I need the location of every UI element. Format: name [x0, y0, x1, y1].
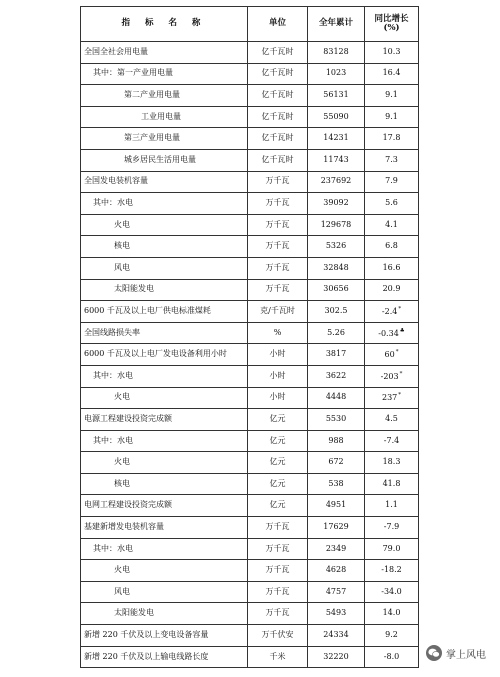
yoy-growth-cell — [365, 625, 419, 647]
indicator-name-cell: 火电 — [81, 560, 248, 582]
annual-total-cell: 4757 — [308, 581, 365, 603]
indicator-name-cell: 6000 千瓦及以上电厂供电标准煤耗 — [81, 301, 248, 323]
indicator-name-cell: 火电 — [81, 387, 248, 409]
indicator-name-cell: 基建新增发电装机容量 — [81, 517, 248, 539]
yoy-growth-value: 7.3 — [385, 154, 398, 164]
unit-cell: 万千瓦 — [248, 279, 308, 301]
unit-cell: 万千瓦 — [248, 171, 308, 193]
indicator-name-cell: 太阳能发电 — [81, 603, 248, 625]
annual-total-cell: 32848 — [308, 257, 365, 279]
yoy-growth-cell — [365, 322, 419, 344]
yoy-growth-value: 7.9 — [385, 176, 398, 186]
unit-cell: 亿元 — [248, 473, 308, 495]
table-row — [81, 279, 419, 301]
table-row — [81, 171, 419, 193]
table-row — [81, 106, 419, 128]
unit-cell: 万千瓦 — [248, 517, 308, 539]
table-row — [81, 430, 419, 452]
unit-cell: 万千瓦 — [248, 257, 308, 279]
wechat-logo-icon — [426, 645, 442, 661]
table-row — [81, 85, 419, 107]
yoy-growth-cell — [365, 301, 419, 323]
table-row — [81, 625, 419, 647]
unit-cell: 小时 — [248, 344, 308, 366]
yoy-growth-value: 6.8 — [385, 241, 398, 251]
indicator-name-cell: 工业用电量 — [81, 106, 248, 128]
unit-cell: % — [248, 322, 308, 344]
indicator-name-cell: 6000 千瓦及以上电厂发电设备利用小时 — [81, 344, 248, 366]
table-row — [81, 387, 419, 409]
indicator-name-cell: 全国全社会用电量 — [81, 42, 248, 64]
table-row — [81, 495, 419, 517]
annual-total-cell: 56131 — [308, 85, 365, 107]
yoy-growth-cell — [365, 344, 419, 366]
yoy-growth-value: -8.0 — [383, 651, 400, 661]
yoy-growth-value: -2.4 — [381, 307, 398, 317]
unit-cell: 亿千瓦时 — [248, 42, 308, 64]
yoy-growth-cell — [365, 452, 419, 474]
indicator-name-cell: 全国发电装机容量 — [81, 171, 248, 193]
indicator-name-cell: 火电 — [81, 214, 248, 236]
statistics-document — [80, 6, 418, 668]
footnote-mark: ♣ — [399, 327, 405, 334]
annual-total-cell: 1023 — [308, 63, 365, 85]
indicator-name-cell: 核电 — [81, 236, 248, 258]
unit-cell: 亿千瓦时 — [248, 128, 308, 150]
header-yoy-growth — [365, 7, 419, 42]
unit-cell: 亿千瓦时 — [248, 85, 308, 107]
unit-cell: 亿元 — [248, 452, 308, 474]
yoy-growth-cell — [365, 603, 419, 625]
table-row — [81, 257, 419, 279]
indicator-name-cell: 电源工程建设投资完成额 — [81, 409, 248, 431]
yoy-growth-value: 4.5 — [385, 413, 398, 423]
header-yoy-growth-unit: (%) — [383, 23, 400, 33]
yoy-growth-value: -7.9 — [383, 521, 400, 531]
annual-total-cell: 4628 — [308, 560, 365, 582]
unit-cell: 小时 — [248, 365, 308, 387]
yoy-growth-cell — [365, 538, 419, 560]
annual-total-cell: 3817 — [308, 344, 365, 366]
source-watermark — [422, 643, 490, 663]
annual-total-cell: 3622 — [308, 365, 365, 387]
indicator-name-cell: 火电 — [81, 452, 248, 474]
annual-total-cell: 17629 — [308, 517, 365, 539]
yoy-growth-value: 9.2 — [385, 629, 398, 639]
yoy-growth-cell — [365, 85, 419, 107]
annual-total-cell: 538 — [308, 473, 365, 495]
indicator-name-cell: 太阳能发电 — [81, 279, 248, 301]
table-row — [81, 365, 419, 387]
indicator-name-cell: 风电 — [81, 257, 248, 279]
indicator-name-cell: 新增 220 千伏及以上输电线路长度 — [81, 646, 248, 668]
yoy-growth-cell — [365, 193, 419, 215]
annual-total-cell: 2349 — [308, 538, 365, 560]
unit-cell: 千米 — [248, 646, 308, 668]
yoy-growth-value: 17.8 — [382, 133, 401, 143]
yoy-growth-value: 18.3 — [382, 457, 401, 467]
yoy-growth-cell — [365, 560, 419, 582]
indicator-name-cell: 其中：水电 — [81, 193, 248, 215]
yoy-growth-value: 1.1 — [385, 500, 398, 510]
indicator-name-cell: 全国线路损失率 — [81, 322, 248, 344]
yoy-growth-value: 60 — [384, 350, 395, 360]
annual-total-cell: 5.26 — [308, 322, 365, 344]
table-row — [81, 581, 419, 603]
header-unit: 单位 — [248, 7, 308, 42]
indicator-name-cell: 第二产业用电量 — [81, 85, 248, 107]
table-row — [81, 409, 419, 431]
unit-cell: 小时 — [248, 387, 308, 409]
yoy-growth-cell — [365, 257, 419, 279]
header-row — [81, 7, 419, 42]
yoy-growth-value: 9.1 — [385, 90, 398, 100]
indicator-name-cell: 第三产业用电量 — [81, 128, 248, 150]
yoy-growth-cell — [365, 171, 419, 193]
header-indicator-name: 指 标 名 称 — [81, 7, 248, 42]
indicator-name-cell: 其中：第一产业用电量 — [81, 63, 248, 85]
table-row — [81, 193, 419, 215]
table-row — [81, 473, 419, 495]
annual-total-cell: 988 — [308, 430, 365, 452]
annual-total-cell: 83128 — [308, 42, 365, 64]
annual-total-cell: 30656 — [308, 279, 365, 301]
yoy-growth-value: -18.2 — [381, 565, 402, 575]
yoy-growth-value: 4.1 — [385, 219, 398, 229]
unit-cell: 亿元 — [248, 430, 308, 452]
yoy-growth-value: 237 — [381, 393, 398, 403]
yoy-growth-cell — [365, 279, 419, 301]
table-row — [81, 149, 419, 171]
header-yoy-growth-label: 同比增长 — [374, 13, 409, 24]
table-row — [81, 301, 419, 323]
annual-total-cell: 5530 — [308, 409, 365, 431]
unit-cell: 万千瓦 — [248, 538, 308, 560]
unit-cell: 万千瓦 — [248, 581, 308, 603]
yoy-growth-cell — [365, 236, 419, 258]
indicator-name-cell: 其中：水电 — [81, 430, 248, 452]
table-row — [81, 517, 419, 539]
header-annual-total: 全年累计 — [308, 7, 365, 42]
footnote-mark: * — [398, 306, 402, 313]
electricity-statistics-table — [80, 6, 419, 668]
yoy-growth-cell — [365, 387, 419, 409]
yoy-growth-value: 10.3 — [382, 46, 401, 56]
yoy-growth-value: 5.6 — [385, 198, 398, 208]
indicator-name-cell: 其中：水电 — [81, 365, 248, 387]
yoy-growth-cell — [365, 214, 419, 236]
unit-cell: 克/千瓦时 — [248, 301, 308, 323]
table-row — [81, 646, 419, 668]
indicator-name-cell: 核电 — [81, 473, 248, 495]
indicator-name-cell: 新增 220 千伏及以上变电设备容量 — [81, 625, 248, 647]
indicator-name-cell: 风电 — [81, 581, 248, 603]
yoy-growth-cell — [365, 517, 419, 539]
yoy-growth-cell — [365, 409, 419, 431]
indicator-name-cell: 电网工程建设投资完成额 — [81, 495, 248, 517]
yoy-growth-cell — [365, 42, 419, 64]
yoy-growth-value: 9.1 — [385, 111, 398, 121]
unit-cell: 亿千瓦时 — [248, 63, 308, 85]
footnote-mark: * — [398, 392, 402, 399]
annual-total-cell: 237692 — [308, 171, 365, 193]
footnote-mark: * — [399, 370, 403, 377]
annual-total-cell: 302.5 — [308, 301, 365, 323]
yoy-growth-cell — [365, 128, 419, 150]
unit-cell: 亿元 — [248, 495, 308, 517]
yoy-growth-cell — [365, 365, 419, 387]
yoy-growth-value: -7.4 — [383, 435, 400, 445]
annual-total-cell: 24334 — [308, 625, 365, 647]
unit-cell: 亿千瓦时 — [248, 149, 308, 171]
table-header — [81, 7, 419, 42]
yoy-growth-value: 79.0 — [382, 543, 401, 553]
watermark-text: 掌上风电 — [446, 649, 486, 661]
annual-total-cell: 11743 — [308, 149, 365, 171]
yoy-growth-value: 41.8 — [382, 478, 401, 488]
table-row — [81, 452, 419, 474]
annual-total-cell: 672 — [308, 452, 365, 474]
yoy-growth-value: -34.0 — [381, 586, 402, 596]
table-row — [81, 603, 419, 625]
footnote-mark: * — [395, 349, 399, 356]
yoy-growth-value: 16.6 — [382, 262, 401, 272]
unit-cell: 亿元 — [248, 409, 308, 431]
table-row — [81, 42, 419, 64]
table-row — [81, 560, 419, 582]
table-row — [81, 63, 419, 85]
unit-cell: 万千瓦 — [248, 236, 308, 258]
table-row — [81, 344, 419, 366]
unit-cell: 亿千瓦时 — [248, 106, 308, 128]
annual-total-cell: 32220 — [308, 646, 365, 668]
annual-total-cell: 14231 — [308, 128, 365, 150]
yoy-growth-cell — [365, 63, 419, 85]
yoy-growth-cell — [365, 430, 419, 452]
yoy-growth-value: -203 — [380, 371, 399, 381]
unit-cell: 万千瓦 — [248, 603, 308, 625]
table-row — [81, 236, 419, 258]
unit-cell: 万千瓦 — [248, 560, 308, 582]
table-row — [81, 322, 419, 344]
annual-total-cell: 129678 — [308, 214, 365, 236]
yoy-growth-value: 20.9 — [382, 284, 401, 294]
annual-total-cell: 4951 — [308, 495, 365, 517]
unit-cell: 万千瓦 — [248, 214, 308, 236]
annual-total-cell: 39092 — [308, 193, 365, 215]
table-row — [81, 128, 419, 150]
indicator-name-cell: 城乡居民生活用电量 — [81, 149, 248, 171]
yoy-growth-value: 14.0 — [382, 608, 401, 618]
yoy-growth-cell — [365, 646, 419, 668]
table-row — [81, 538, 419, 560]
unit-cell: 万千伏安 — [248, 625, 308, 647]
yoy-growth-value: 16.4 — [382, 68, 401, 78]
annual-total-cell: 5326 — [308, 236, 365, 258]
unit-cell: 万千瓦 — [248, 193, 308, 215]
yoy-growth-cell — [365, 581, 419, 603]
yoy-growth-cell — [365, 106, 419, 128]
yoy-growth-cell — [365, 473, 419, 495]
table-row — [81, 214, 419, 236]
table-body — [81, 42, 419, 668]
annual-total-cell: 4448 — [308, 387, 365, 409]
yoy-growth-cell — [365, 149, 419, 171]
yoy-growth-value: -0.34 — [378, 328, 399, 338]
indicator-name-cell: 其中：水电 — [81, 538, 248, 560]
yoy-growth-cell — [365, 495, 419, 517]
annual-total-cell: 55090 — [308, 106, 365, 128]
annual-total-cell: 5493 — [308, 603, 365, 625]
